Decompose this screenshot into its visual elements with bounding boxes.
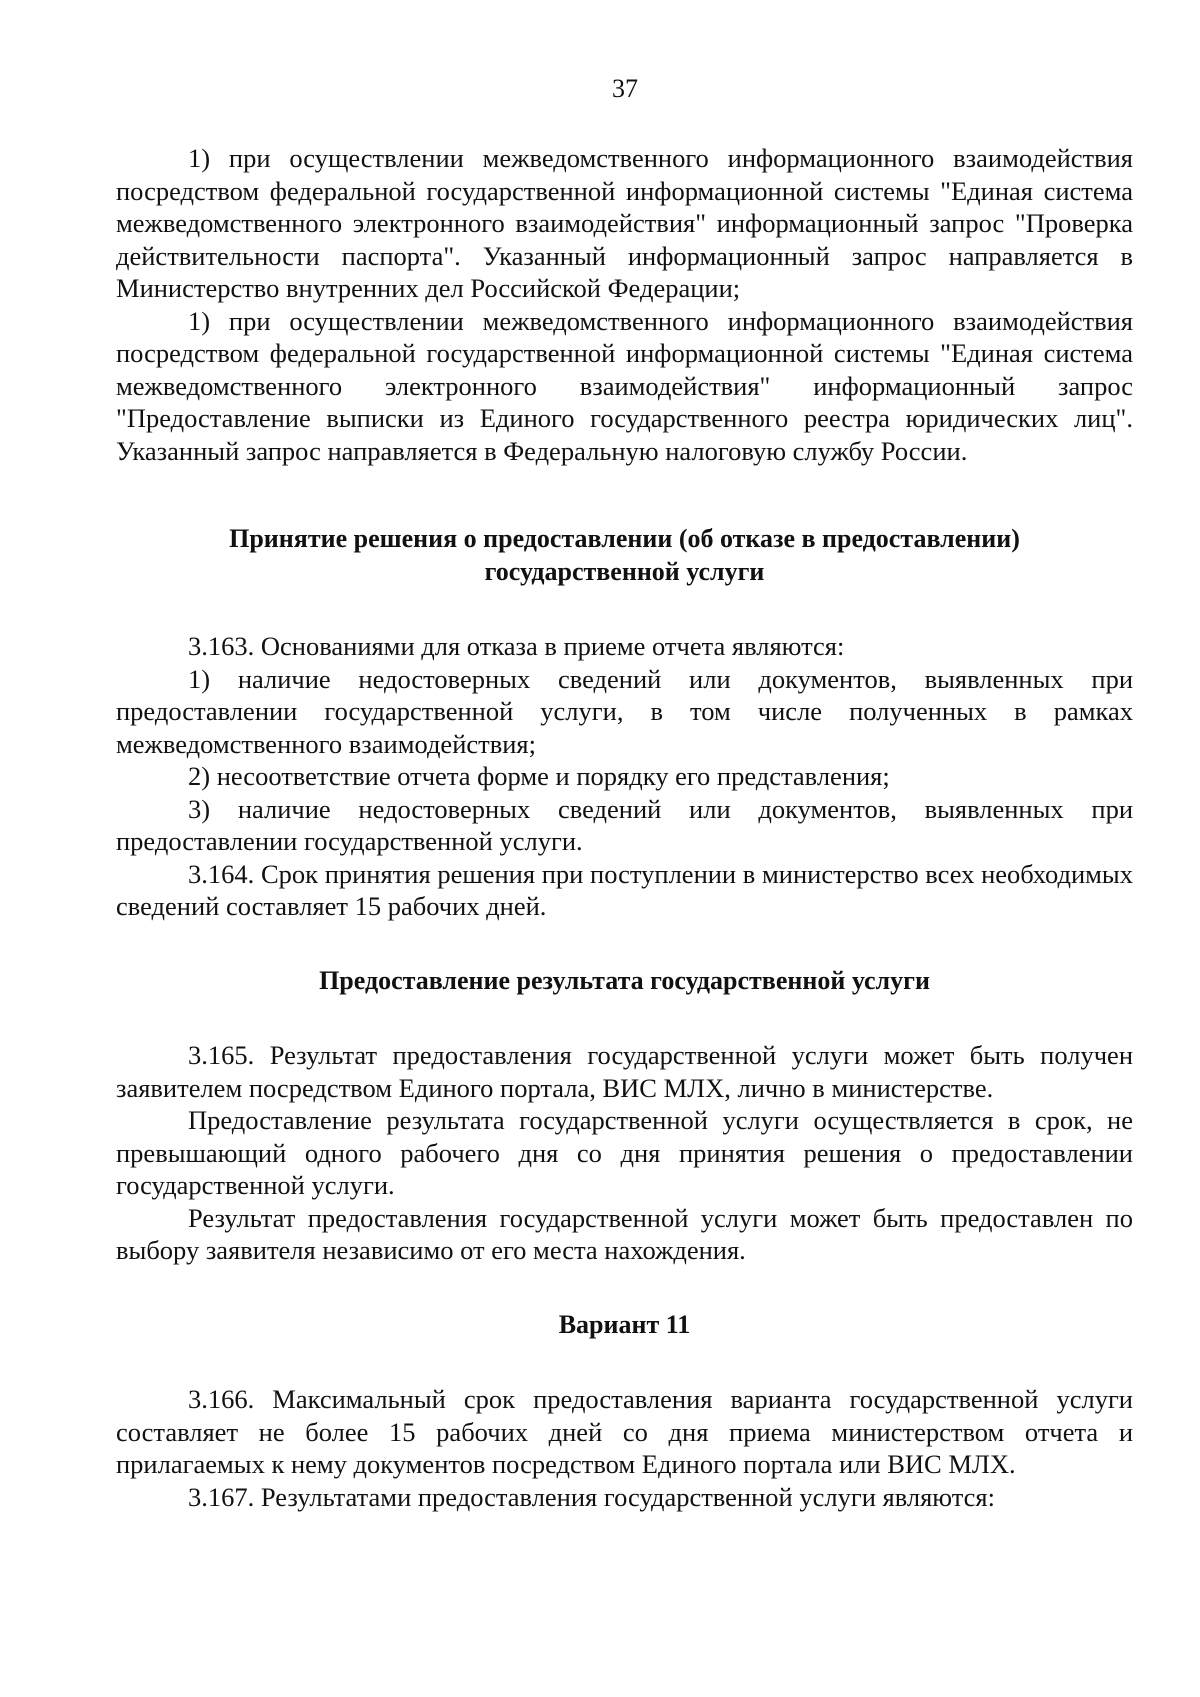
paragraph-3-164: 3.164. Срок принятия решения при поступлении в министерство всех необходимых сведений составляет 15 рабочих дней. (116, 858, 1133, 921)
spacer (116, 1267, 1133, 1309)
paragraph-refusal-ground-2: 2) несоответствие отчета форме и порядку его представления; (188, 761, 890, 791)
paragraph-egrul-extract: 1) при осуществлении межведомственного информационного взаимодействия посредством федеральной государственной информационной системы "Единая система межведомственного электронного взаимодействия" информационный запрос "Предоставление выписки из Единого государственного реестра юридических лиц". Указанный запрос направляется в Федеральную налоговую службу России. (116, 305, 1133, 466)
paragraph-refusal-ground-1: 1) наличие недостоверных сведений или документов, выявленных при предоставлении государственной услуги, в том числе полученных в рамках межведомственного взаимодействия; (116, 663, 1133, 759)
section-heading-result: Предоставление результата государственной услуги (319, 965, 930, 995)
heading-line-2: государственной услуги (484, 556, 765, 586)
paragraph-passport-check: 1) при осуществлении межведомственного информационного взаимодействия посредством федеральной государственной информационной системы "Единая система межведомственного электронного взаимодействия" информационный запрос "Проверка действительности паспорта". Указанный информационный запрос направляется в Министерство внутренних дел Российской Федерации; (116, 143, 1133, 303)
section-heading-variant-11: Вариант 11 (558, 1309, 691, 1339)
spacer (116, 997, 1133, 1039)
paragraph-result-location: Результат предоставления государственной услуги может быть предоставлен по выбору заявителя независимо от его места нахождения. (116, 1202, 1133, 1265)
paragraph-3-167: 3.167. Результатами предоставления государственной услуги являются: (188, 1481, 995, 1512)
spacer (116, 588, 1133, 630)
document-body (116, 142, 1133, 1513)
page-number: 37 (612, 74, 638, 103)
section-heading-decision (116, 523, 1133, 588)
paragraph-3-163: 3.163. Основаниями для отказа в приеме отчета являются: (188, 631, 845, 661)
heading-line-1: Принятие решения о предоставлении (об отказе в предоставлении) (229, 524, 1020, 553)
spacer (116, 467, 1133, 523)
spacer (116, 923, 1133, 965)
spacer (116, 1341, 1133, 1383)
paragraph-3-166: 3.166. Максимальный срок предоставления варианта государственной услуги составляет не более 15 рабочих дней со дня приема министерством отчета и прилагаемых к нему документов посредством Единого портала или ВИС МЛХ. (116, 1384, 1133, 1479)
paragraph-refusal-ground-3: 3) наличие недостоверных сведений или документов, выявленных при предоставлении государственной услуги. (116, 793, 1133, 856)
paragraph-3-165: 3.165. Результат предоставления государственной услуги может быть получен заявителем посредством Единого портала, ВИС МЛХ, лично в министерстве. (116, 1040, 1133, 1103)
paragraph-result-term: Предоставление результата государственной услуги осуществляется в срок, не превышающий одного рабочего дня со дня принятия решения о предоставлении государственной услуги. (116, 1105, 1133, 1200)
